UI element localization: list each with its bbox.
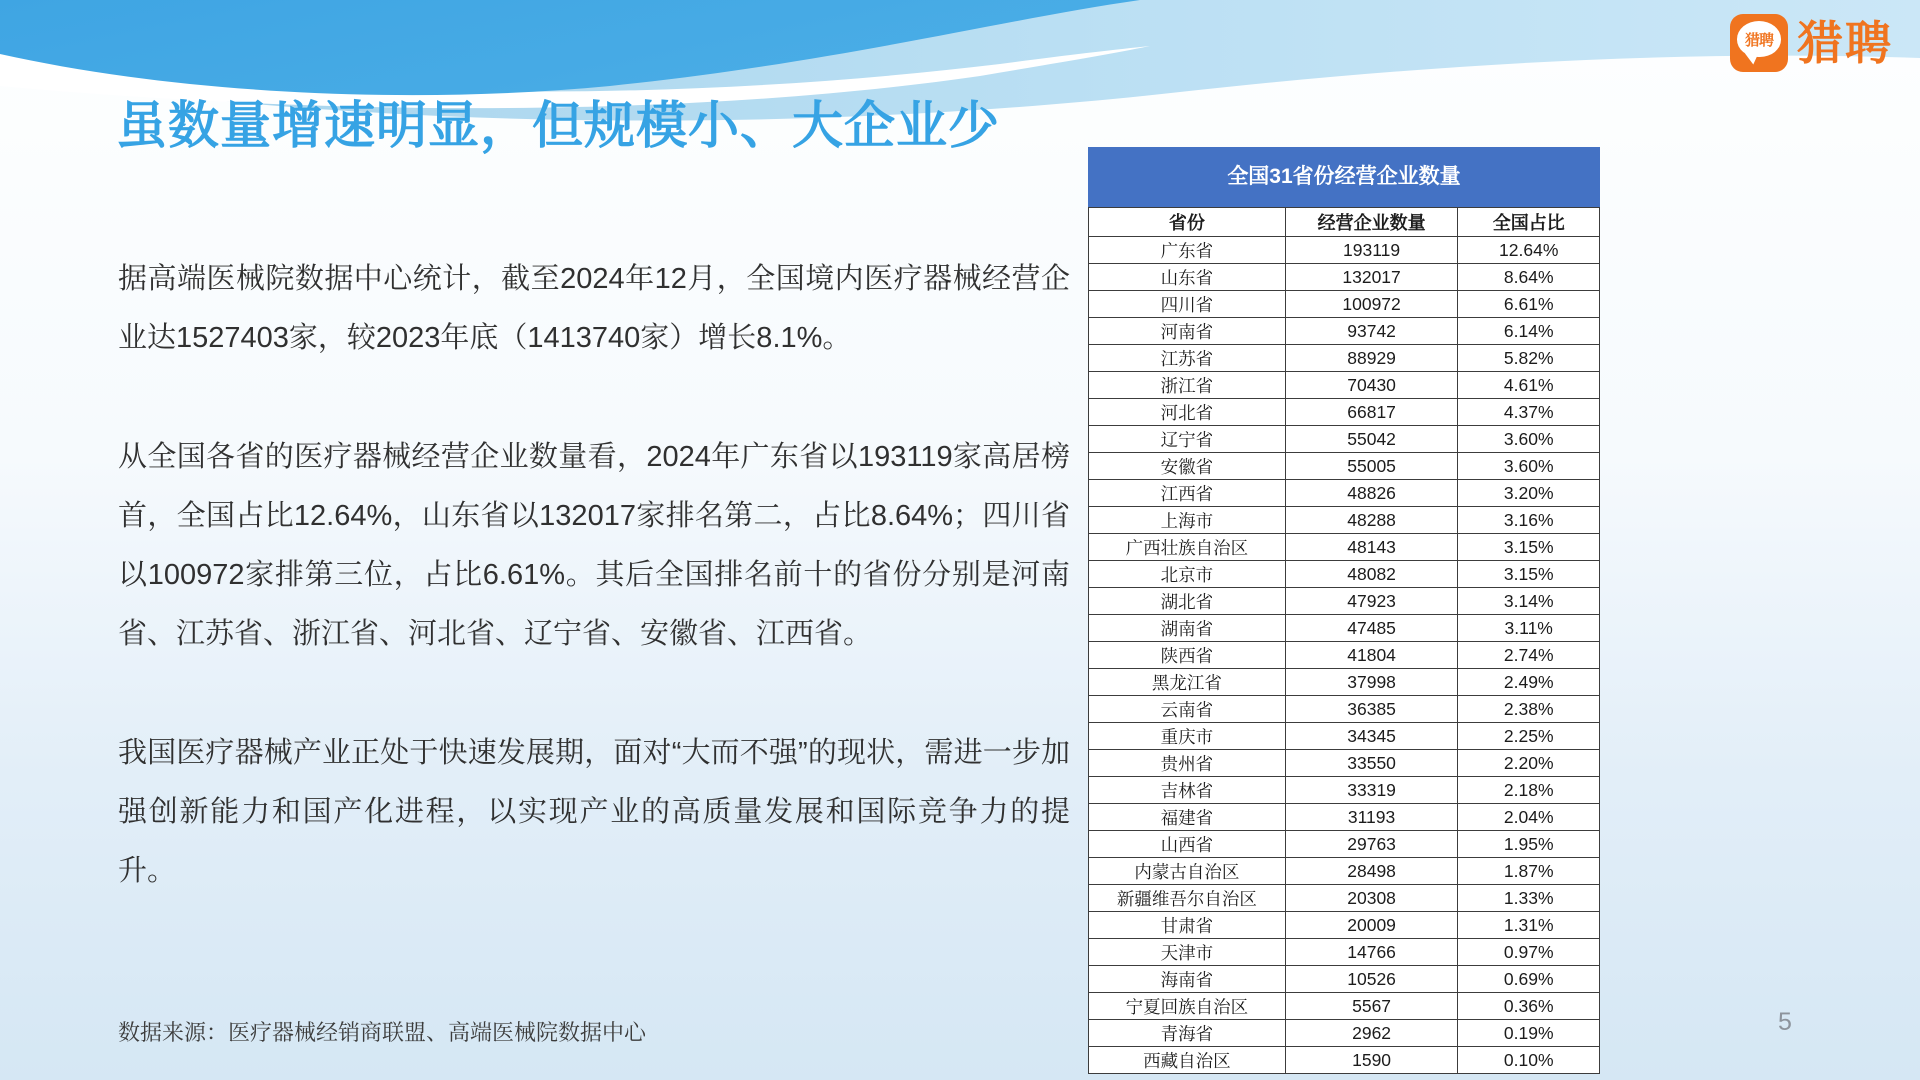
table-row bbox=[1089, 723, 1600, 750]
liepin-logo bbox=[1730, 14, 1893, 72]
table-row bbox=[1089, 804, 1600, 831]
province-cell: 西藏自治区 bbox=[1089, 1047, 1286, 1074]
province-cell: 山西省 bbox=[1089, 831, 1286, 858]
count-cell: 20308 bbox=[1285, 885, 1458, 912]
province-cell: 青海省 bbox=[1089, 1020, 1286, 1047]
count-cell: 37998 bbox=[1285, 669, 1458, 696]
province-cell: 陕西省 bbox=[1089, 642, 1286, 669]
province-cell: 重庆市 bbox=[1089, 723, 1286, 750]
share-cell: 0.10% bbox=[1458, 1047, 1600, 1074]
table-row bbox=[1089, 345, 1600, 372]
share-cell: 0.97% bbox=[1458, 939, 1600, 966]
share-cell: 2.38% bbox=[1458, 696, 1600, 723]
province-table bbox=[1088, 147, 1600, 1074]
count-cell: 93742 bbox=[1285, 318, 1458, 345]
speech-bubble-icon bbox=[1737, 21, 1781, 57]
count-cell: 48082 bbox=[1285, 561, 1458, 588]
count-cell: 34345 bbox=[1285, 723, 1458, 750]
table-row bbox=[1089, 696, 1600, 723]
count-cell: 48826 bbox=[1285, 480, 1458, 507]
count-cell: 100972 bbox=[1285, 291, 1458, 318]
share-cell: 0.19% bbox=[1458, 1020, 1600, 1047]
count-cell: 5567 bbox=[1285, 993, 1458, 1020]
count-cell: 1590 bbox=[1285, 1047, 1458, 1074]
table-row bbox=[1089, 777, 1600, 804]
table-row bbox=[1089, 669, 1600, 696]
province-cell: 海南省 bbox=[1089, 966, 1286, 993]
share-cell: 2.49% bbox=[1458, 669, 1600, 696]
count-cell: 48288 bbox=[1285, 507, 1458, 534]
column-header-share: 全国占比 bbox=[1458, 208, 1600, 237]
count-cell: 2962 bbox=[1285, 1020, 1458, 1047]
share-cell: 12.64% bbox=[1458, 237, 1600, 264]
count-cell: 48143 bbox=[1285, 534, 1458, 561]
table-row bbox=[1089, 993, 1600, 1020]
province-cell: 上海市 bbox=[1089, 507, 1286, 534]
table-row bbox=[1089, 480, 1600, 507]
share-cell: 8.64% bbox=[1458, 264, 1600, 291]
table-body bbox=[1089, 237, 1600, 1074]
province-cell: 河南省 bbox=[1089, 318, 1286, 345]
table-row bbox=[1089, 237, 1600, 264]
share-cell: 3.20% bbox=[1458, 480, 1600, 507]
table-row bbox=[1089, 372, 1600, 399]
province-cell: 湖北省 bbox=[1089, 588, 1286, 615]
table-row bbox=[1089, 534, 1600, 561]
province-cell: 河北省 bbox=[1089, 399, 1286, 426]
share-cell: 1.95% bbox=[1458, 831, 1600, 858]
table-row bbox=[1089, 264, 1600, 291]
province-cell: 黑龙江省 bbox=[1089, 669, 1286, 696]
table-row bbox=[1089, 1047, 1600, 1074]
province-cell: 北京市 bbox=[1089, 561, 1286, 588]
share-cell: 2.18% bbox=[1458, 777, 1600, 804]
table-row bbox=[1089, 831, 1600, 858]
share-cell: 3.16% bbox=[1458, 507, 1600, 534]
table-row bbox=[1089, 912, 1600, 939]
table-header-row bbox=[1089, 208, 1600, 237]
province-cell: 江西省 bbox=[1089, 480, 1286, 507]
province-cell: 宁夏回族自治区 bbox=[1089, 993, 1286, 1020]
liepin-logo-icon bbox=[1730, 14, 1788, 72]
table-row bbox=[1089, 966, 1600, 993]
province-cell: 云南省 bbox=[1089, 696, 1286, 723]
table-title: 全国31省份经营企业数量 bbox=[1088, 147, 1600, 207]
share-cell: 1.33% bbox=[1458, 885, 1600, 912]
province-cell: 广东省 bbox=[1089, 237, 1286, 264]
data-source-note: 数据来源：医疗器械经销商联盟、高端医械院数据中心 bbox=[118, 1020, 647, 1045]
count-cell: 28498 bbox=[1285, 858, 1458, 885]
count-cell: 66817 bbox=[1285, 399, 1458, 426]
share-cell: 3.15% bbox=[1458, 561, 1600, 588]
logo-brand-text: 猎聘 bbox=[1797, 17, 1893, 69]
share-cell: 4.61% bbox=[1458, 372, 1600, 399]
province-cell: 甘肃省 bbox=[1089, 912, 1286, 939]
share-cell: 2.04% bbox=[1458, 804, 1600, 831]
page-number: 5 bbox=[1778, 1008, 1792, 1036]
province-cell: 天津市 bbox=[1089, 939, 1286, 966]
table-row bbox=[1089, 615, 1600, 642]
share-cell: 0.69% bbox=[1458, 966, 1600, 993]
count-cell: 47923 bbox=[1285, 588, 1458, 615]
share-cell: 3.11% bbox=[1458, 615, 1600, 642]
count-cell: 10526 bbox=[1285, 966, 1458, 993]
share-cell: 2.25% bbox=[1458, 723, 1600, 750]
share-cell: 3.60% bbox=[1458, 426, 1600, 453]
table-row bbox=[1089, 939, 1600, 966]
share-cell: 2.74% bbox=[1458, 642, 1600, 669]
count-cell: 70430 bbox=[1285, 372, 1458, 399]
count-cell: 55042 bbox=[1285, 426, 1458, 453]
province-cell: 吉林省 bbox=[1089, 777, 1286, 804]
table-row bbox=[1089, 453, 1600, 480]
count-cell: 41804 bbox=[1285, 642, 1458, 669]
table-row bbox=[1089, 1020, 1600, 1047]
table-row bbox=[1089, 588, 1600, 615]
column-header-count: 经营企业数量 bbox=[1285, 208, 1458, 237]
share-cell: 6.61% bbox=[1458, 291, 1600, 318]
province-cell: 广西壮族自治区 bbox=[1089, 534, 1286, 561]
body-text-block bbox=[118, 250, 1070, 961]
count-cell: 14766 bbox=[1285, 939, 1458, 966]
table-row bbox=[1089, 399, 1600, 426]
column-header-province: 省份 bbox=[1089, 208, 1286, 237]
share-cell: 3.15% bbox=[1458, 534, 1600, 561]
table-row bbox=[1089, 426, 1600, 453]
province-cell: 辽宁省 bbox=[1089, 426, 1286, 453]
count-cell: 193119 bbox=[1285, 237, 1458, 264]
table-row bbox=[1089, 291, 1600, 318]
share-cell: 6.14% bbox=[1458, 318, 1600, 345]
province-cell: 贵州省 bbox=[1089, 750, 1286, 777]
table-row bbox=[1089, 507, 1600, 534]
count-cell: 88929 bbox=[1285, 345, 1458, 372]
table-row bbox=[1089, 642, 1600, 669]
page-title: 虽数量增速明显，但规模小、大企业少 bbox=[116, 97, 1001, 154]
count-cell: 55005 bbox=[1285, 453, 1458, 480]
province-cell: 内蒙古自治区 bbox=[1089, 858, 1286, 885]
table-row bbox=[1089, 318, 1600, 345]
count-cell: 31193 bbox=[1285, 804, 1458, 831]
share-cell: 4.37% bbox=[1458, 399, 1600, 426]
count-cell: 132017 bbox=[1285, 264, 1458, 291]
share-cell: 3.60% bbox=[1458, 453, 1600, 480]
count-cell: 33319 bbox=[1285, 777, 1458, 804]
share-cell: 3.14% bbox=[1458, 588, 1600, 615]
paragraph-province-ranking: 从全国各省的医疗器械经营企业数量看，2024年广东省以193119家高居榜首，全国占比12.64%，山东省以132017家排名第二，占比8.64%；四川省以100972家排第三位，占比6.61%。其后全国排名前十的省份分别是河南省、江苏省、浙江省、河北省、辽宁省、安徽省、江西省。 bbox=[118, 441, 1070, 650]
count-cell: 33550 bbox=[1285, 750, 1458, 777]
province-cell: 福建省 bbox=[1089, 804, 1286, 831]
table-row bbox=[1089, 750, 1600, 777]
share-cell: 0.36% bbox=[1458, 993, 1600, 1020]
share-cell: 5.82% bbox=[1458, 345, 1600, 372]
province-cell: 四川省 bbox=[1089, 291, 1286, 318]
count-cell: 29763 bbox=[1285, 831, 1458, 858]
province-cell: 山东省 bbox=[1089, 264, 1286, 291]
table-row bbox=[1089, 885, 1600, 912]
share-cell: 2.20% bbox=[1458, 750, 1600, 777]
share-cell: 1.87% bbox=[1458, 858, 1600, 885]
table-row bbox=[1089, 561, 1600, 588]
paragraph-statistics: 据高端医械院数据中心统计，截至2024年12月，全国境内医疗器械经营企业达1527403家，较2023年底（1413740家）增长8.1%。 bbox=[118, 263, 1070, 354]
province-cell: 新疆维吾尔自治区 bbox=[1089, 885, 1286, 912]
table-row bbox=[1089, 858, 1600, 885]
province-data-table bbox=[1088, 207, 1600, 1074]
count-cell: 47485 bbox=[1285, 615, 1458, 642]
province-cell: 安徽省 bbox=[1089, 453, 1286, 480]
province-cell: 江苏省 bbox=[1089, 345, 1286, 372]
share-cell: 1.31% bbox=[1458, 912, 1600, 939]
logo-badge-text: 猎聘 bbox=[1744, 31, 1773, 49]
paragraph-industry-outlook: 我国医疗器械产业正处于快速发展期，面对“大而不强”的现状，需进一步加强创新能力和国产化进程，以实现产业的高质量发展和国际竞争力的提升。 bbox=[118, 737, 1070, 887]
count-cell: 20009 bbox=[1285, 912, 1458, 939]
province-cell: 湖南省 bbox=[1089, 615, 1286, 642]
province-cell: 浙江省 bbox=[1089, 372, 1286, 399]
count-cell: 36385 bbox=[1285, 696, 1458, 723]
